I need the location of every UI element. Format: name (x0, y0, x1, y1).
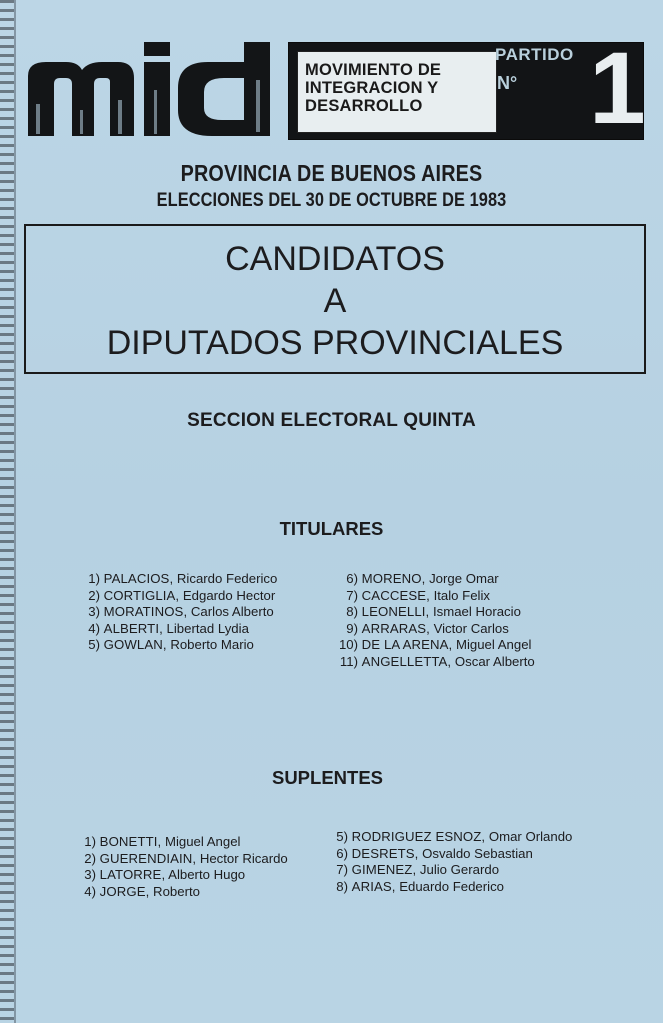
title-line-3: DIPUTADOS PROVINCIALES (106, 324, 564, 362)
titulares-list-left (86, 571, 277, 654)
edge-line (14, 0, 16, 1023)
elecciones-date: ELECCIONES DEL 30 DE OCTUBRE DE 1983 (156, 190, 507, 211)
list-item: 1) BONETTI, Miguel Angel (84, 834, 241, 849)
list-item: 10) DE LA ARENA, Miguel Angel (338, 637, 532, 652)
list-item: 5) RODRIGUEZ ESNOZ, Omar Orlando (336, 829, 573, 844)
list-item: 4) ALBERTI, Libertad Lydia (88, 620, 249, 636)
movement-line-2: INTEGRACION Y (305, 79, 439, 97)
party-number: 1 (589, 31, 646, 145)
seccion-heading: SECCION ELECTORAL QUINTA (187, 410, 476, 431)
suplentes-list-right (334, 829, 572, 895)
list-item: 2) CORTIGLIA, Edgardo Hector (88, 587, 276, 603)
list-item: 3) LATORRE, Alberto Hugo (84, 867, 246, 882)
list-item: 5) GOWLAN, Roberto Mario (88, 637, 254, 652)
list-item: 6) MORENO, Jorge Omar (346, 571, 499, 586)
suplentes-heading: SUPLENTES (271, 767, 384, 788)
list-item: 8) LEONELLI, Ismael Horacio (346, 604, 521, 619)
movement-line-1: MOVIMIENTO DE (305, 61, 442, 79)
list-item: 8) ARIAS, Eduardo Federico (336, 878, 505, 894)
list-item: 2) GUERENDIAIN, Hector Ricardo (84, 850, 288, 866)
list-item: 4) JORGE, Roberto (84, 883, 200, 899)
list-item: 11) ANGELLETTA, Oscar Alberto (339, 653, 535, 669)
list-item: 7) GIMENEZ, Julio Gerardo (336, 862, 500, 877)
provincia-heading: PROVINCIA DE BUENOS AIRES (180, 160, 483, 186)
title-line-2: A (323, 282, 347, 320)
mid-logo-icon (26, 40, 272, 138)
movement-name (305, 61, 441, 115)
titulares-heading: TITULARES (279, 518, 384, 539)
titulares-list-right (336, 571, 535, 670)
list-item: 1) PALACIOS, Ricardo Federico (88, 571, 278, 586)
list-item: 6) DESRETS, Osvaldo Sebastian (336, 845, 533, 861)
list-item: 7) CACCESE, Italo Felix (346, 587, 490, 603)
suplentes-list-left (82, 834, 288, 900)
perforated-edge (0, 0, 14, 1023)
partido-label: PARTIDO (495, 45, 574, 64)
movement-line-3: DESARROLLO (305, 97, 423, 115)
list-item: 3) MORATINOS, Carlos Alberto (88, 604, 274, 619)
party-header (288, 31, 646, 145)
title-box (24, 224, 646, 374)
list-item: 9) ARRARAS, Victor Carlos (346, 620, 509, 636)
numero-label: N° (497, 73, 518, 93)
title-line-1: CANDIDATOS (225, 240, 445, 278)
